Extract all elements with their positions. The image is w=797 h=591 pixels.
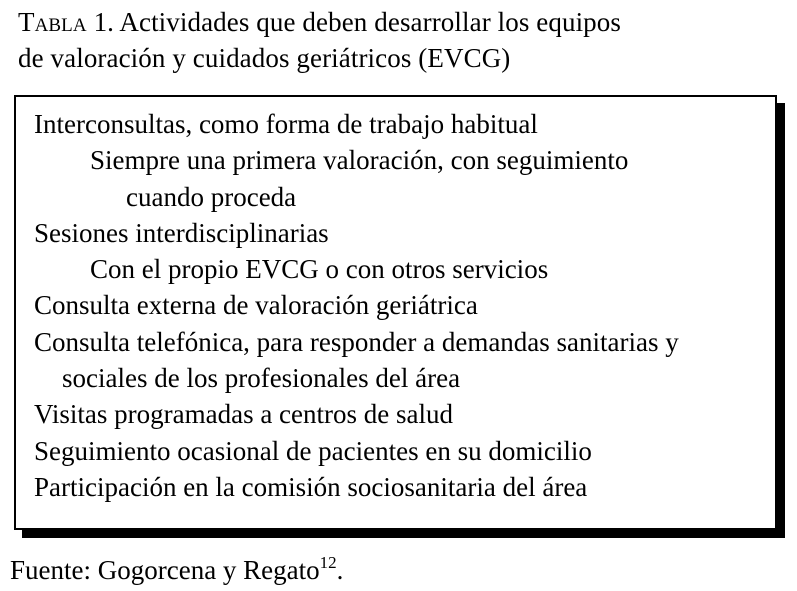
activity-subitem-continuation: cuando proceda [126, 181, 297, 212]
source-note [10, 552, 343, 588]
caption-title-part-1: Actividades que deben desarrollar los equipos [119, 7, 621, 37]
activity-item-continuation: sociales de los profesionales del área [62, 363, 461, 394]
activity-item: Seguimiento ocasional de pacientes en su domicilio [34, 435, 592, 466]
activity-subitem: Con el propio EVCG o con otros servicios [90, 254, 549, 285]
source-text: Fuente: Gogorcena y Regato [10, 555, 320, 585]
activity-list [34, 106, 679, 505]
activity-item: Visitas programadas a centros de salud [34, 399, 454, 430]
activity-item: Interconsultas, como forma de trabajo habitual [34, 109, 538, 139]
activity-subitem: Siempre una primera valoración, con seguimiento [90, 145, 629, 176]
activity-item: Participación en la comisión sociosanitaria del área [34, 471, 588, 502]
source-reference: 12 [319, 553, 337, 572]
caption-title-part-2: de valoración y cuidados geriátricos (EVCG) [18, 43, 511, 73]
table-caption [18, 4, 621, 76]
caption-line-1 [18, 4, 621, 40]
activity-item: Consulta externa de valoración geriátrica [34, 290, 478, 321]
table-label: Tabla 1. [18, 7, 115, 37]
activity-item: Consulta telefónica, para responder a demandas sanitarias y [34, 326, 679, 357]
source-end: . [336, 555, 344, 585]
activity-item: Sesiones interdisciplinarias [34, 217, 329, 248]
table-box [14, 95, 777, 530]
